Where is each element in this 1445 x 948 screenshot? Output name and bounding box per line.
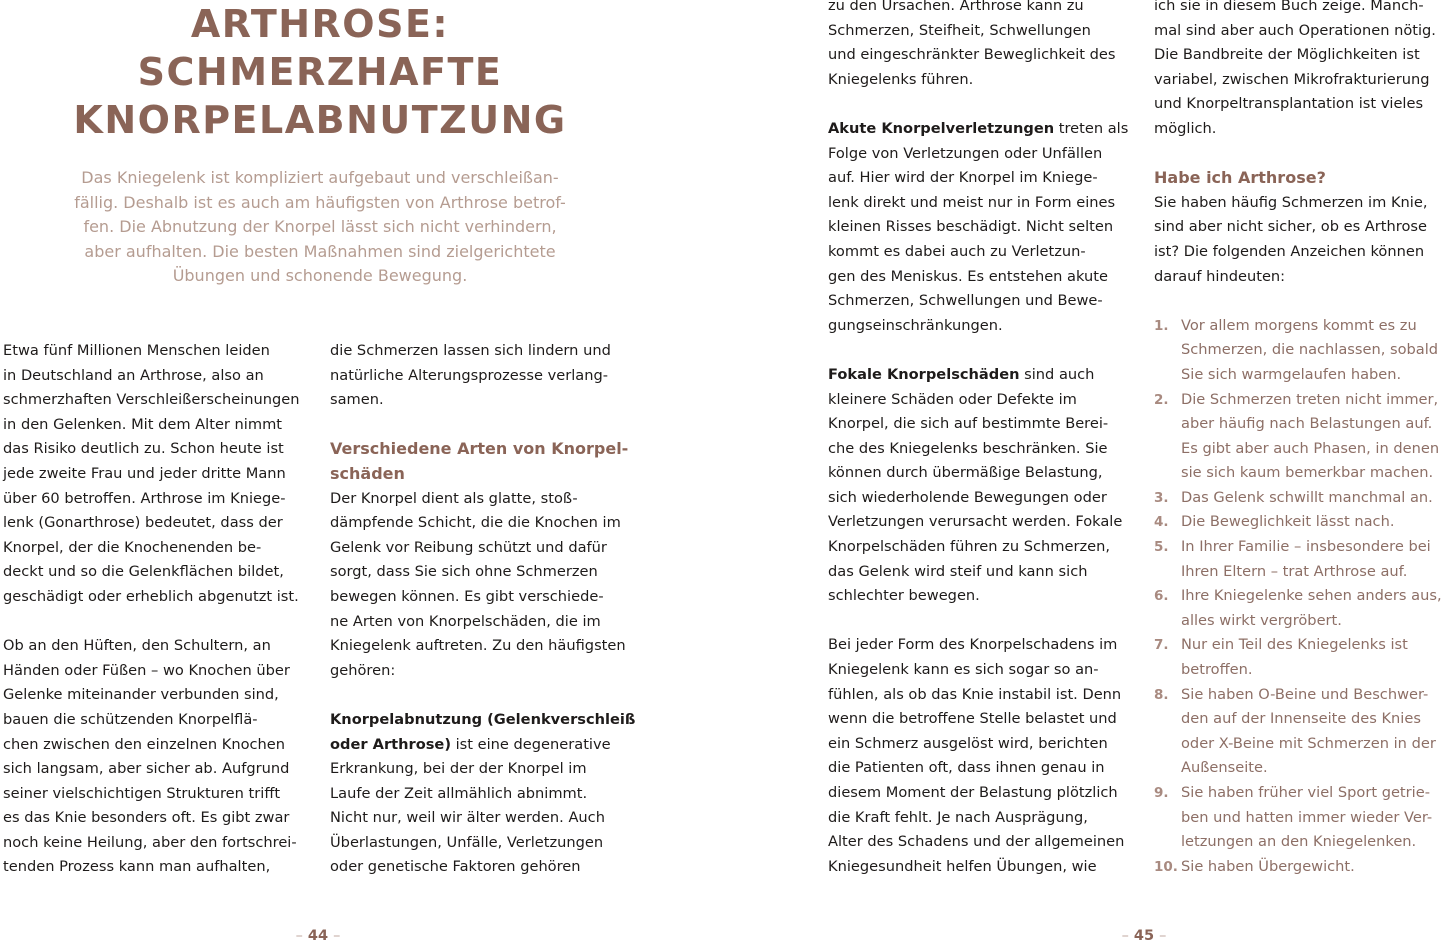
text-line <box>330 708 640 733</box>
text-line: Ihre Kniegelenke sehen anders aus, <box>1181 587 1442 605</box>
text-line: Kniegesundheit helfen Übungen, wie <box>828 857 1097 875</box>
text-line: noch keine Heilung, aber den fortschrei- <box>3 833 297 851</box>
text-line: schlechter bewegen. <box>828 587 980 605</box>
text-line: Das Gelenk schwillt manchmal an. <box>1181 488 1433 506</box>
text-line: chen zwischen den einzelnen Knochen <box>3 735 286 753</box>
text-line: möglich. <box>1154 119 1217 137</box>
text-line: Sie haben O-Beine und Beschwer- <box>1181 685 1429 703</box>
title-line: SCHMERZHAFTE <box>137 50 503 94</box>
title-line: KNORPELABNUTZUNG <box>73 98 567 142</box>
intro-paragraph <box>50 166 590 289</box>
text-line: samen. <box>330 391 384 409</box>
heading-line: Habe ich Arthrose? <box>1154 168 1326 188</box>
text-line: Nur ein Teil des Kniegelenks ist <box>1181 636 1408 654</box>
text-line: auf. Hier wird der Knorpel im Kniege- <box>828 169 1098 187</box>
heading-line: Verschiedene Arten von Knorpel- <box>330 439 629 459</box>
text-line: Laufe der Zeit allmählich abnimmt. <box>330 784 588 802</box>
text-line: oder X-Beine mit Schmerzen in der <box>1181 734 1436 752</box>
intro-line: Übungen und schonende Bewegung. <box>172 266 468 286</box>
text-line: Außenseite. <box>1181 759 1268 777</box>
text-line: gehören: <box>330 661 396 679</box>
text-line: fühlen, als ob das Knie instabil ist. Denn <box>828 685 1122 703</box>
text-line: lenk direkt und meist nur in Form eines <box>828 193 1116 211</box>
text-line: Knorpel, der die Knochenenden be- <box>3 538 262 556</box>
text-line: Ob an den Hüften, den Schultern, an <box>3 637 271 655</box>
text-line: Nicht nur, weil wir älter werden. Auch <box>330 809 605 827</box>
text-line: bewegen können. Es gibt verschiede- <box>330 587 604 605</box>
paragraph <box>828 117 1138 338</box>
text-line: Schmerzen, die nachlassen, sobald <box>1181 341 1439 359</box>
text-line: die Kraft fehlt. Je nach Ausprägung, <box>828 808 1088 826</box>
paragraph-gap <box>1154 142 1444 167</box>
text-line: Erkrankung, bei der der Knorpel im <box>330 760 587 778</box>
intro-line: Das Kniegelenk ist kompliziert aufgebaut und verschleißan- <box>81 168 559 187</box>
text-line: lenk (Gonarthrose) bedeutet, dass der <box>3 514 283 532</box>
text-run: treten als <box>1054 119 1129 137</box>
section-heading <box>330 437 640 486</box>
text-line: deckt und so die Gelenkflächen bildet, <box>3 563 284 581</box>
text-line: und Knorpeltransplantation ist vieles <box>1154 95 1424 113</box>
text-line: ein Schmerz ausgelöst wird, berichten <box>828 734 1108 752</box>
list-item <box>1154 633 1444 682</box>
text-line: das Risiko deutlich zu. Schon heute ist <box>3 440 284 458</box>
text-line: Ihren Eltern – trat Arthrose auf. <box>1181 562 1408 580</box>
text-line: diesem Moment der Belastung plötzlich <box>828 784 1118 801</box>
text-line: sorgt, dass Sie sich ohne Schmerzen <box>330 563 598 581</box>
paragraph-gap <box>828 92 1138 117</box>
list-item <box>1154 855 1444 880</box>
text-line: das Gelenk wird steif und kann sich <box>828 562 1088 580</box>
paragraph <box>1154 0 1444 142</box>
text-line: Folge von Verletzungen oder Unfällen <box>828 144 1103 162</box>
text-line: Sie haben häufig Schmerzen im Knie, <box>1154 193 1428 211</box>
intro-line: aber aufhalten. Die besten Maßnahmen sind zielgerichtete <box>84 241 556 261</box>
text-line: schmerzhaften Verschleißerscheinungen <box>3 391 300 409</box>
text-line: Schmerzen, Schwellungen und Bewe- <box>828 292 1103 310</box>
list-item <box>1154 314 1444 388</box>
paragraph <box>3 634 313 880</box>
text-line: zu den Ursachen. Arthrose kann zu <box>828 0 1084 14</box>
text-line: kleinere Schäden oder Defekte im <box>828 390 1077 408</box>
text-line: können durch übermäßige Belastung, <box>828 464 1103 482</box>
text-line: Die Beweglichkeit lässt nach. <box>1181 513 1395 531</box>
heading-line: schäden <box>330 463 405 483</box>
bold-term: Fokale Knorpelschäden <box>828 365 1020 383</box>
dash: – <box>295 928 303 944</box>
text-line: kleinen Risses beschädigt. Nicht selten <box>828 218 1114 236</box>
text-line: ben und hatten immer wieder Ver- <box>1181 808 1433 826</box>
text-line: kommt es dabei auch zu Verletzun- <box>828 242 1086 260</box>
text-run: sind auch <box>1019 365 1095 383</box>
text-line: bauen die schützenden Knorpelflä- <box>3 710 258 728</box>
dash: – <box>1121 928 1129 944</box>
paragraph <box>828 633 1138 879</box>
text-line: sind aber nicht sicher, ob es Arthrose <box>1154 218 1427 236</box>
text-line: Es gibt aber auch Phasen, in denen <box>1181 439 1440 457</box>
page-number: 45 <box>1133 928 1155 944</box>
page-number: 44 <box>307 928 329 944</box>
text-line: Die Schmerzen treten nicht immer, <box>1181 390 1439 408</box>
text-line: Kniegelenk auftreten. Zu den häufigsten <box>330 637 626 655</box>
list-item <box>1154 486 1444 511</box>
text-line: letzungen an den Kniegelenken. <box>1181 833 1417 851</box>
text-line: sich wiederholende Bewegungen oder <box>828 488 1107 506</box>
text-run: ist eine degenerative <box>450 735 611 753</box>
text-line: tenden Prozess kann man aufhalten, <box>3 858 271 876</box>
text-line: Schmerzen, Steifheit, Schwellungen <box>828 21 1091 39</box>
text-line: mal sind aber auch Operationen nötig. <box>1154 21 1436 39</box>
page-number-left <box>268 928 368 944</box>
text-line: Etwa fünf Millionen Menschen leiden <box>3 342 270 359</box>
paragraph <box>3 339 313 610</box>
list-item <box>1154 535 1444 584</box>
list-number: 8. <box>1154 686 1169 703</box>
left-page <box>0 0 722 948</box>
list-number: 9. <box>1154 785 1169 801</box>
text-line: seiner vielschichtigen Strukturen trifft <box>3 784 281 802</box>
text-line: gungseinschränkungen. <box>828 316 1003 334</box>
text-line: dämpfende Schicht, die die Knochen im <box>330 514 621 532</box>
text-line: Alter des Schadens und der allgemeinen <box>828 833 1125 851</box>
paragraph-gap <box>828 338 1138 363</box>
text-line: Sie haben früher viel Sport getrie- <box>1181 784 1430 801</box>
text-line <box>828 363 1138 388</box>
list-number: 1. <box>1154 317 1169 334</box>
list-item <box>1154 510 1444 535</box>
text-column-1 <box>3 339 313 880</box>
text-line: in Deutschland an Arthrose, also an <box>3 366 264 384</box>
paragraph <box>828 363 1138 609</box>
dash: – <box>333 928 341 944</box>
text-line: ist? Die folgenden Anzeichen können <box>1154 242 1425 260</box>
list-number: 2. <box>1154 391 1169 408</box>
text-column-4 <box>1154 0 1444 879</box>
text-line: jede zweite Frau und jeder dritte Mann <box>3 464 286 482</box>
text-line: geschädigt oder erheblich abgenutzt ist. <box>3 587 299 605</box>
text-line: Händen oder Füßen – wo Knochen über <box>3 661 290 679</box>
text-line: alles wirkt vergröbert. <box>1181 611 1342 629</box>
paragraph-gap <box>330 413 640 438</box>
text-line: über 60 betroffen. Arthrose im Kniege- <box>3 489 286 507</box>
paragraph <box>330 487 640 684</box>
text-line: sich langsam, aber sicher ab. Aufgrund <box>3 760 290 778</box>
text-column-2 <box>330 339 640 880</box>
text-line: betroffen. <box>1181 661 1253 679</box>
bold-term: Knorpelabnutzung (Gelenkverschleiß <box>330 710 636 728</box>
text-line: es das Knie besonders oft. Es gibt zwar <box>3 809 290 827</box>
paragraph <box>1154 191 1444 289</box>
bold-term: oder Arthrose) <box>330 735 451 753</box>
text-line: Der Knorpel dient als glatte, stoß- <box>330 489 578 507</box>
text-line <box>828 117 1138 142</box>
paragraph-gap <box>3 610 313 635</box>
symptom-list <box>1154 314 1444 880</box>
text-line: natürliche Alterungsprozesse verlang- <box>330 366 608 384</box>
text-line: Überlastungen, Unfälle, Verletzungen <box>330 833 604 851</box>
text-line: Knorpel, die sich auf bestimmte Berei- <box>828 415 1109 433</box>
intro-line: fen. Die Abnutzung der Knorpel lässt sich nicht verhindern, <box>83 217 557 237</box>
text-line: die Patienten oft, dass ihnen genau in <box>828 759 1105 777</box>
text-line: ne Arten von Knorpelschäden, die im <box>330 612 601 630</box>
text-line: Vor allem morgens kommt es zu <box>1181 316 1417 334</box>
text-column-3 <box>828 0 1138 879</box>
text-line: Die Bandbreite der Möglichkeiten ist <box>1154 46 1420 64</box>
text-line: Sie sich warmgelaufen haben. <box>1181 365 1402 383</box>
text-line: und eingeschränkter Beweglichkeit des <box>828 46 1116 64</box>
paragraph <box>828 0 1138 92</box>
text-line: Kniegelenks führen. <box>828 70 974 88</box>
paragraph-gap <box>828 609 1138 634</box>
text-line: Gelenke miteinander verbunden sind, <box>3 686 279 704</box>
text-line: Sie haben Übergewicht. <box>1181 857 1355 875</box>
chapter-title <box>60 0 580 144</box>
text-line: Bei jeder Form des Knorpelschadens im <box>828 636 1118 654</box>
text-line: Knorpelschäden führen zu Schmerzen, <box>828 538 1110 556</box>
list-item <box>1154 584 1444 633</box>
text-line <box>330 733 640 758</box>
paragraph <box>330 339 640 413</box>
title-line: ARTHROSE: <box>190 2 450 46</box>
paragraph-gap <box>330 683 640 708</box>
text-line: Gelenk vor Reibung schützt und dafür <box>330 538 607 556</box>
list-item <box>1154 683 1444 781</box>
text-line: ich sie in diesem Buch zeige. Manch- <box>1154 0 1424 14</box>
text-line: sie sich kaum bemerkbar machen. <box>1181 464 1434 482</box>
text-line: che des Kniegelenks beschränken. Sie <box>828 439 1108 457</box>
text-line: wenn die betroffene Stelle belastet und <box>828 710 1117 728</box>
paragraph <box>330 708 640 880</box>
list-number: 10. <box>1154 858 1178 875</box>
paragraph-gap <box>1154 289 1444 314</box>
bold-term: Akute Knorpelverletzungen <box>828 119 1055 137</box>
dash: – <box>1159 928 1167 944</box>
text-line: variabel, zwischen Mikrofrakturierung <box>1154 70 1430 88</box>
list-number: 7. <box>1154 637 1169 654</box>
list-item <box>1154 388 1444 486</box>
text-line: aber häufig nach Belastungen auf. <box>1181 415 1433 433</box>
section-heading <box>1154 166 1444 191</box>
text-line: gen des Meniskus. Es entstehen akute <box>828 267 1108 285</box>
text-line: in den Gelenken. Mit dem Alter nimmt <box>3 415 283 433</box>
list-number: 4. <box>1154 514 1169 531</box>
right-page <box>722 0 1445 948</box>
text-line: Verletzungen verursacht werden. Fokale <box>828 513 1123 531</box>
text-line: den auf der Innenseite des Knies <box>1181 710 1421 728</box>
text-line: die Schmerzen lassen sich lindern und <box>330 342 611 359</box>
text-line: In Ihrer Familie – insbesondere bei <box>1181 538 1431 556</box>
list-number: 6. <box>1154 588 1169 605</box>
text-line: Kniegelenk kann es sich sogar so an- <box>828 661 1099 679</box>
text-line: oder genetische Faktoren gehören <box>330 858 581 876</box>
list-item <box>1154 781 1444 855</box>
page-number-right <box>1094 928 1194 944</box>
list-number: 3. <box>1154 489 1169 506</box>
intro-line: fällig. Deshalb ist es auch am häufigsten von Arthrose betrof- <box>74 192 566 212</box>
list-number: 5. <box>1154 539 1169 556</box>
text-line: darauf hindeuten: <box>1154 267 1286 285</box>
